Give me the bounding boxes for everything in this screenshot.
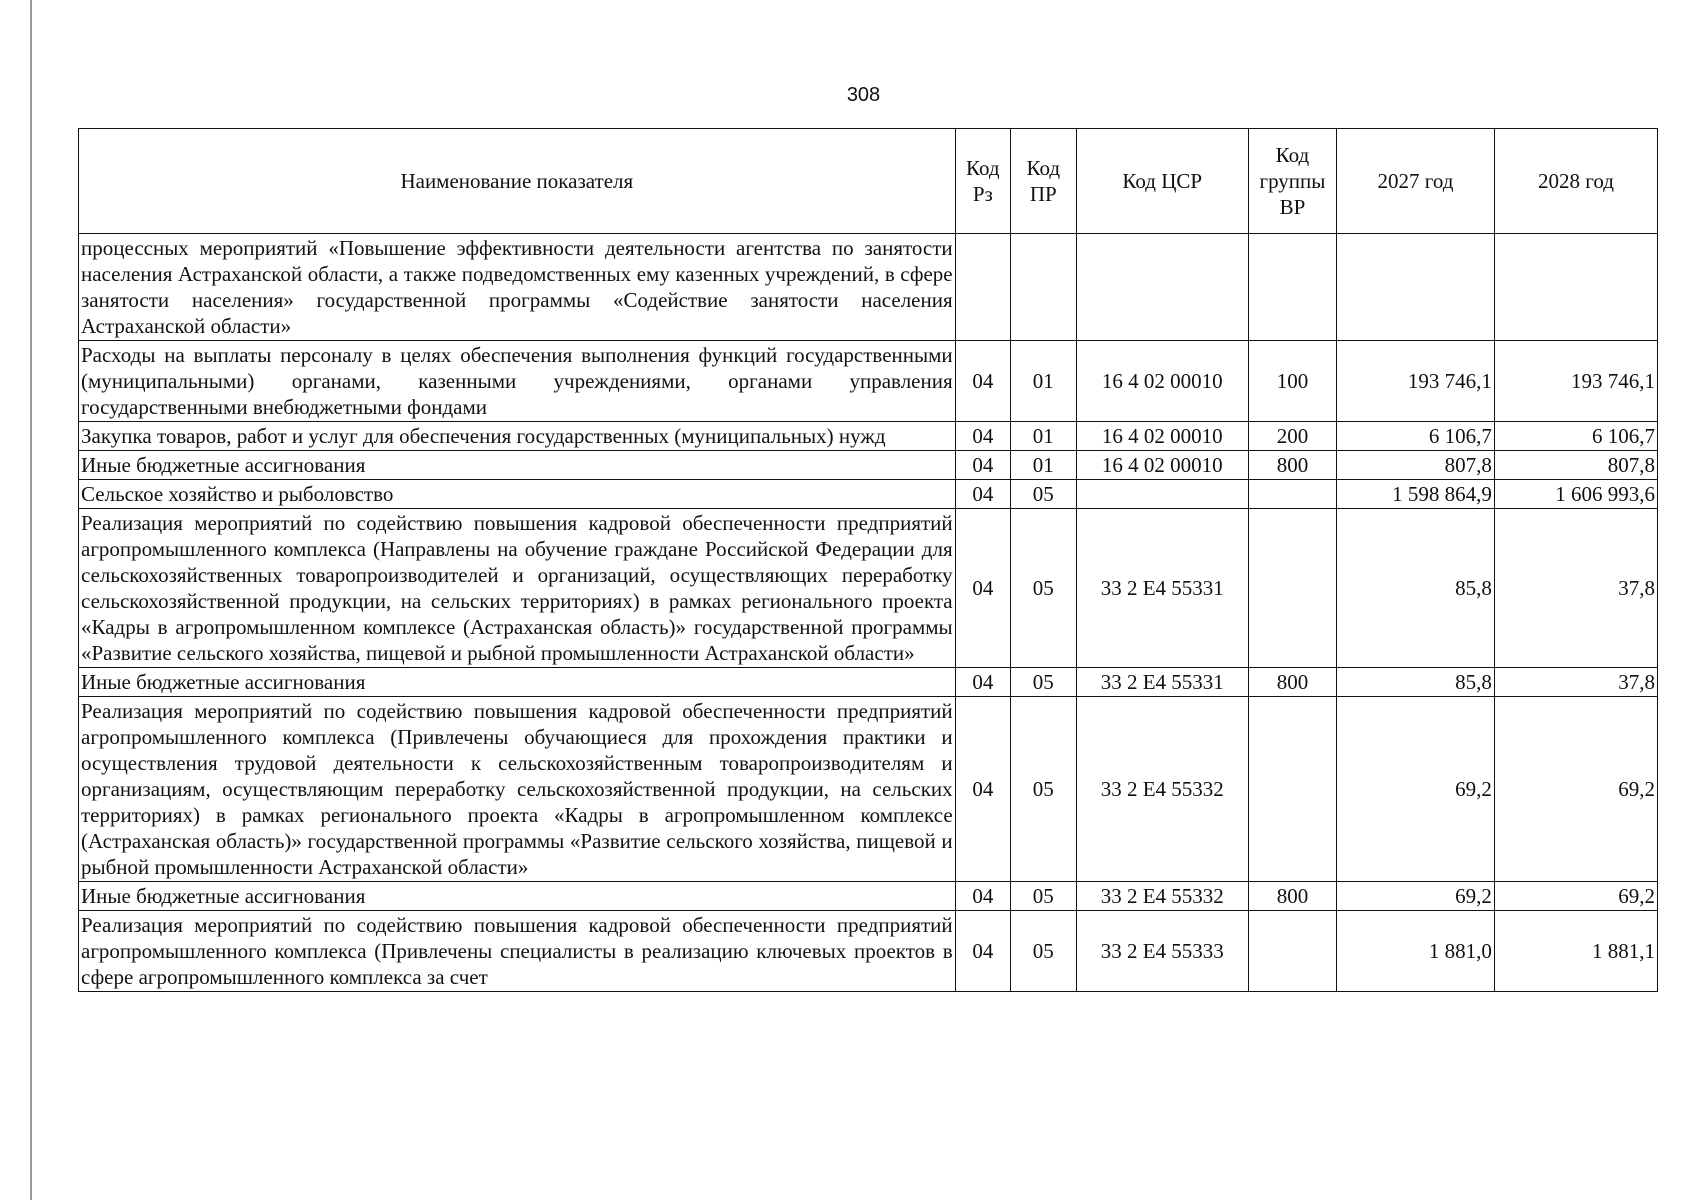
row-2027: 69,2: [1337, 697, 1495, 882]
page-number: 308: [846, 84, 881, 106]
header-2027: 2027 год: [1337, 129, 1495, 234]
row-pr: 05: [1011, 697, 1077, 882]
header-2028: 2028 год: [1494, 129, 1657, 234]
row-name: Реализация мероприятий по содействию повышения кадровой обеспеченности предприятий агропромышленного комплекса (Привлечены специалисты в реализацию ключевых проектов в сфере агропромышленного комплекса за счет: [79, 911, 956, 992]
row-2027: 193 746,1: [1337, 341, 1495, 422]
row-rz: 04: [955, 451, 1010, 480]
row-2028: 6 106,7: [1494, 422, 1657, 451]
table-row: [79, 509, 1658, 668]
table-row: [79, 341, 1658, 422]
row-pr: 05: [1011, 882, 1077, 911]
row-2028: 807,8: [1494, 451, 1657, 480]
row-2028: [1494, 234, 1657, 341]
row-2027: 85,8: [1337, 509, 1495, 668]
table-row: [79, 697, 1658, 882]
row-rz: 04: [955, 668, 1010, 697]
table-row: [79, 422, 1658, 451]
row-2028: 193 746,1: [1494, 341, 1657, 422]
table-row: [79, 911, 1658, 992]
row-csr: 16 4 02 00010: [1076, 451, 1248, 480]
row-csr: 33 2 Е4 55331: [1076, 509, 1248, 668]
row-name: Иные бюджетные ассигнования: [79, 668, 956, 697]
row-pr: [1011, 234, 1077, 341]
table-row: [79, 668, 1658, 697]
row-2028: 69,2: [1494, 697, 1657, 882]
row-pr: 05: [1011, 911, 1077, 992]
header-rz: Код Рз: [955, 129, 1010, 234]
row-csr: 33 2 Е4 55332: [1076, 882, 1248, 911]
table-header-row: [79, 129, 1658, 234]
row-vr: 200: [1248, 422, 1336, 451]
header-name: Наименование показателя: [79, 129, 956, 234]
row-csr: 33 2 Е4 55333: [1076, 911, 1248, 992]
row-vr: [1248, 234, 1336, 341]
row-2028: 37,8: [1494, 509, 1657, 668]
row-csr: 16 4 02 00010: [1076, 341, 1248, 422]
row-vr: 800: [1248, 668, 1336, 697]
row-name: Расходы на выплаты персоналу в целях обеспечения выполнения функций государственными (муниципальными) органами, казенными учреждениями, органами управления государственными внебюджетными фондами: [79, 341, 956, 422]
row-csr: 33 2 Е4 55332: [1076, 697, 1248, 882]
row-csr: 16 4 02 00010: [1076, 422, 1248, 451]
row-vr: [1248, 911, 1336, 992]
row-pr: 01: [1011, 422, 1077, 451]
row-rz: 04: [955, 422, 1010, 451]
header-csr: Код ЦСР: [1076, 129, 1248, 234]
row-rz: 04: [955, 697, 1010, 882]
row-2028: 69,2: [1494, 882, 1657, 911]
row-csr: 33 2 Е4 55331: [1076, 668, 1248, 697]
row-name: процессных мероприятий «Повышение эффективности деятельности агентства по занятости населения Астраханской области, а также подведомственных ему казенных учреждений, в сфере занятости населения» государственной программы «Содействие занятости населения Астраханской области»: [79, 234, 956, 341]
row-name: Реализация мероприятий по содействию повышения кадровой обеспеченности предприятий агропромышленного комплекса (Направлены на обучение граждане Российской Федерации для сельскохозяйственных товаропроизводителей и организаций, осуществляющих переработку сельскохозяйственной продукции, на сельских территориях) в рамках регионального проекта «Кадры в агропромышленном комплексе (Астраханская область)» государственной программы «Развитие сельского хозяйства, пищевой и рыбной промышленности Астраханской области»: [79, 509, 956, 668]
row-2027: 807,8: [1337, 451, 1495, 480]
row-2027: [1337, 234, 1495, 341]
header-pr: Код ПР: [1011, 129, 1077, 234]
row-rz: [955, 234, 1010, 341]
row-pr: 01: [1011, 451, 1077, 480]
row-2028: 1 881,1: [1494, 911, 1657, 992]
row-pr: 05: [1011, 509, 1077, 668]
row-2028: 1 606 993,6: [1494, 480, 1657, 509]
row-name: Иные бюджетные ассигнования: [79, 882, 956, 911]
row-2027: 85,8: [1337, 668, 1495, 697]
row-rz: 04: [955, 911, 1010, 992]
table-row: [79, 480, 1658, 509]
row-vr: 800: [1248, 451, 1336, 480]
header-vr: Код группы ВР: [1248, 129, 1336, 234]
row-vr: [1248, 509, 1336, 668]
row-rz: 04: [955, 480, 1010, 509]
binding-margin-line: [30, 0, 32, 1200]
row-name: Закупка товаров, работ и услуг для обеспечения государственных (муниципальных) нужд: [79, 422, 956, 451]
row-pr: 05: [1011, 480, 1077, 509]
table-row: [79, 451, 1658, 480]
row-name: Иные бюджетные ассигнования: [79, 451, 956, 480]
row-vr: 100: [1248, 341, 1336, 422]
row-vr: [1248, 480, 1336, 509]
row-pr: 05: [1011, 668, 1077, 697]
table-row: [79, 882, 1658, 911]
row-name: Сельское хозяйство и рыболовство: [79, 480, 956, 509]
budget-table: [78, 128, 1658, 992]
table-row: [79, 234, 1658, 341]
row-vr: [1248, 697, 1336, 882]
row-2027: 69,2: [1337, 882, 1495, 911]
row-name: Реализация мероприятий по содействию повышения кадровой обеспеченности предприятий агропромышленного комплекса (Привлечены обучающиеся для прохождения практики и осуществления трудовой деятельности к сельскохозяйственным товаропроизводителям и организациям, осуществляющим переработку сельскохозяйственной продукции, на сельских территориях) в рамках регионального проекта «Кадры в агропромышленном комплексе (Астраханская область)» государственной программы «Развитие сельского хозяйства, пищевой и рыбной промышленности Астраханской области»: [79, 697, 956, 882]
row-csr: [1076, 234, 1248, 341]
row-rz: 04: [955, 509, 1010, 668]
row-csr: [1076, 480, 1248, 509]
row-pr: 01: [1011, 341, 1077, 422]
row-2027: 1 598 864,9: [1337, 480, 1495, 509]
row-2027: 1 881,0: [1337, 911, 1495, 992]
row-2028: 37,8: [1494, 668, 1657, 697]
row-2027: 6 106,7: [1337, 422, 1495, 451]
row-rz: 04: [955, 882, 1010, 911]
row-vr: 800: [1248, 882, 1336, 911]
row-rz: 04: [955, 341, 1010, 422]
